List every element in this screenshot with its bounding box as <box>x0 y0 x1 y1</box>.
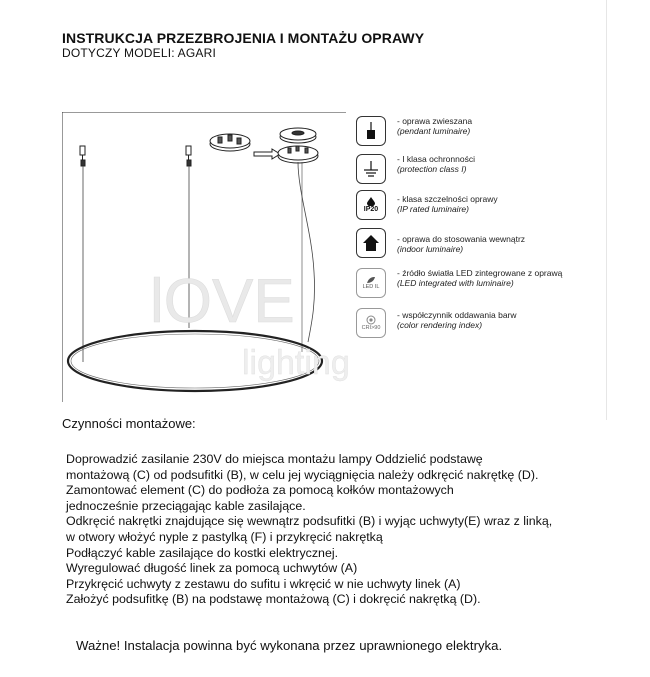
step-line: w otwory włożyć nyple z pastylką (F) i przykręcić nakrętką <box>66 529 383 544</box>
step-line: Przykręcić uchwyty z zestawu do sufitu i wkręcić w nie uchwyty linek (A) <box>66 576 461 591</box>
symbol-pendant-en: (pendant luminaire) <box>397 126 471 136</box>
ip-rating-label: IP20 <box>363 205 379 213</box>
mounting-base <box>210 134 250 151</box>
pendant-luminaire-icon <box>356 116 386 146</box>
symbol-led-pl: - źródło światła LED zintegrowane z oprawą <box>397 268 563 278</box>
symbol-indoor-en: (indoor luminaire) <box>397 244 464 254</box>
ip-rating-icon <box>356 190 386 220</box>
protection-class-icon <box>356 154 386 184</box>
ceiling-hook-middle <box>186 146 191 166</box>
step-line: Zamontować element (C) do podłoża za pomocą kołków montażowych <box>66 483 454 498</box>
ring-luminaire-inner <box>71 334 319 388</box>
step-line: jednocześnie przeciągając kable zasilające. <box>66 498 306 513</box>
svg-text:lighting: lighting <box>242 344 350 382</box>
symbol-indoor-pl: - oprawa do stosowania wewnątrz <box>397 234 526 244</box>
step-line: montażową (C) od podsufitki (B), w celu jej wyciągnięcia należy odkręcić nakrętkę (D). <box>66 467 539 482</box>
symbol-led-en: (LED integrated with luminaire) <box>397 278 514 288</box>
ceiling-hook-left <box>80 146 85 166</box>
ceiling-canopy-bottom <box>278 146 318 163</box>
installation-diagram <box>62 112 346 402</box>
led-il-label: LED IL <box>362 284 380 290</box>
symbol-ip-en: (IP rated luminaire) <box>397 204 469 214</box>
document-subtitle: DOTYCZY MODELI: AGARI <box>62 46 217 60</box>
symbol-cri-en: (color rendering index) <box>397 320 483 330</box>
ring-luminaire <box>68 331 322 391</box>
section-title: Czynności montażowe: <box>62 416 196 431</box>
symbol-pendant-pl: - oprawa zwieszana <box>397 116 473 126</box>
step-line: Doprowadzić zasilanie 230V do miejsca montażu lampy Oddzielić podstawę <box>66 452 483 466</box>
symbol-cri-pl: - współczynnik oddawania barw <box>397 310 517 320</box>
document-title: INSTRUKCJA PRZEZBROJENIA I MONTAŻU OPRAWY <box>62 30 425 46</box>
step-line: Podłączyć kable zasilające do kostki elektrycznej. <box>66 545 339 560</box>
safety-warning: Ważne! Instalacja powinna być wykonana przez uprawnionego elektryka. <box>76 638 503 653</box>
assembly-steps <box>66 452 606 608</box>
cri-icon <box>356 308 386 338</box>
page-edge-line <box>606 0 607 420</box>
svg-text:lOVE: lOVE <box>150 267 295 336</box>
symbol-protection-en: (protection class I) <box>397 164 467 174</box>
assembly-arrow <box>254 149 280 159</box>
led-integrated-icon <box>356 268 386 298</box>
ceiling-canopy-top <box>280 128 316 143</box>
symbol-protection-pl: - I klasa ochronności <box>397 154 475 164</box>
symbol-ip-pl: - klasa szczelności oprawy <box>397 194 498 204</box>
power-cable <box>298 162 315 342</box>
step-line: Wyregulować długość linek za pomocą uchwytów (A) <box>66 561 358 576</box>
step-line: Założyć podsufitkę (B) na podstawę montażową (C) i dokręcić nakrętką (D). <box>66 592 481 607</box>
cri-label: CRI>90 <box>361 325 381 331</box>
indoor-luminaire-icon <box>356 228 386 258</box>
step-line: Odkręcić nakrętki znajdujące się wewnątrz podsufitki (B) i wyjąc uchwyty(E) wraz z linką, <box>66 514 553 529</box>
